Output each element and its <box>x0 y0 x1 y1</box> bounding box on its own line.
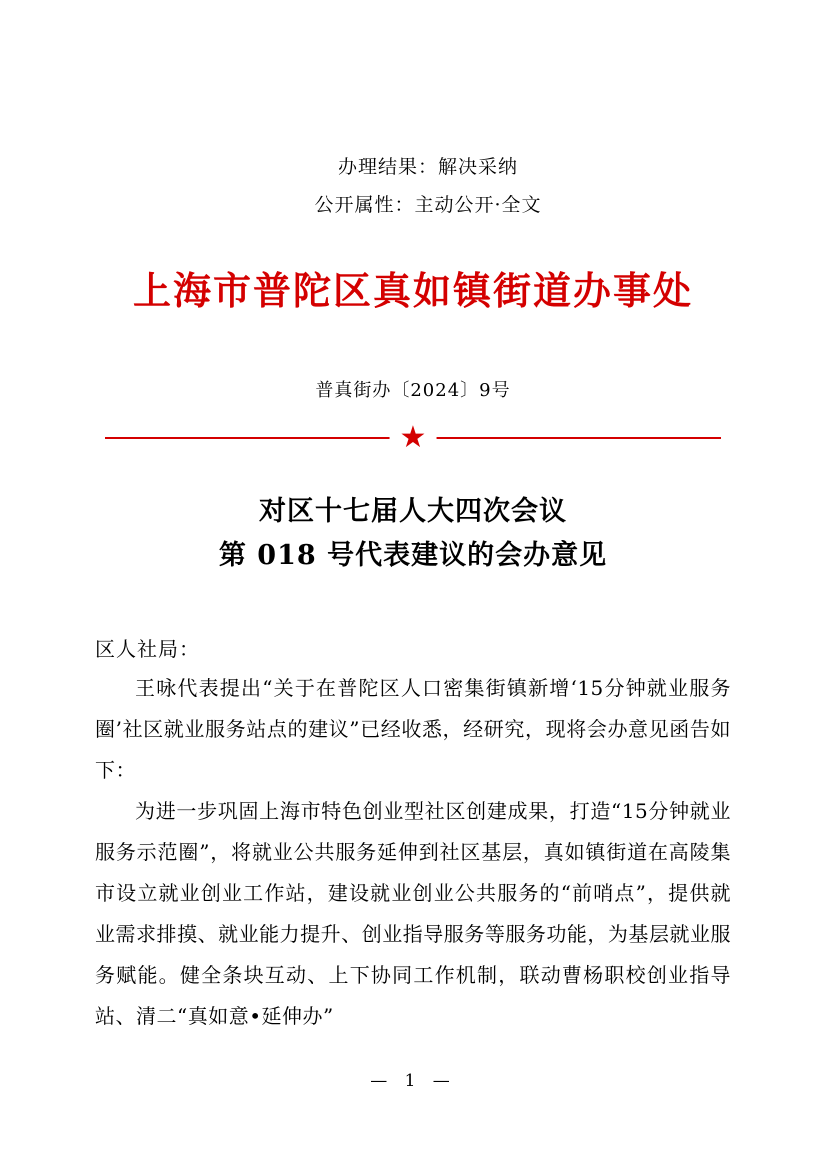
red-separator-rule <box>95 419 731 455</box>
page-title-line-1: 对区十七届人大四次会议 <box>259 495 567 527</box>
meta-block <box>95 0 731 224</box>
page-title <box>95 490 731 578</box>
body-paragraph-1: 王咏代表提出“关于在普陀区人口密集街镇新增‘15分钟就业服务圈’社区就业服务站点的建议”已经收悉，经研究，现将会办意见函告如下： <box>95 675 731 782</box>
issuing-organization: 上海市普陀区真如镇街道办事处 <box>132 268 693 313</box>
page-title-line-2: 第 018 号代表建议的会办意见 <box>218 539 608 571</box>
document-number: 普真街办〔2024〕9号 <box>315 379 511 401</box>
star-icon: ★ <box>390 424 437 452</box>
page-number: — 1 — <box>370 1071 456 1091</box>
recipient-line: 区人社局： <box>95 636 200 661</box>
body-paragraph-2: 为进一步巩固上海市特色创业型社区创建成果，打造“15分钟就业服务示范圈”，将就业公共服务延伸到社区基层，真如镇街道在高陵集市设立就业创业工作站，建设就业创业公共服务的“前哨点”，提供就业需求排摸、就业能力提升、创业指导服务等服务功能，为基层就业服务赋能。健全条块互动、上下协同工作机制，联动曹杨职校创业指导站、清二“真如意•延伸办” <box>95 798 731 1028</box>
handling-result: 办理结果：解决采纳 <box>337 156 518 178</box>
disclosure-attribute: 公开属性：主动公开·全文 <box>314 194 542 216</box>
